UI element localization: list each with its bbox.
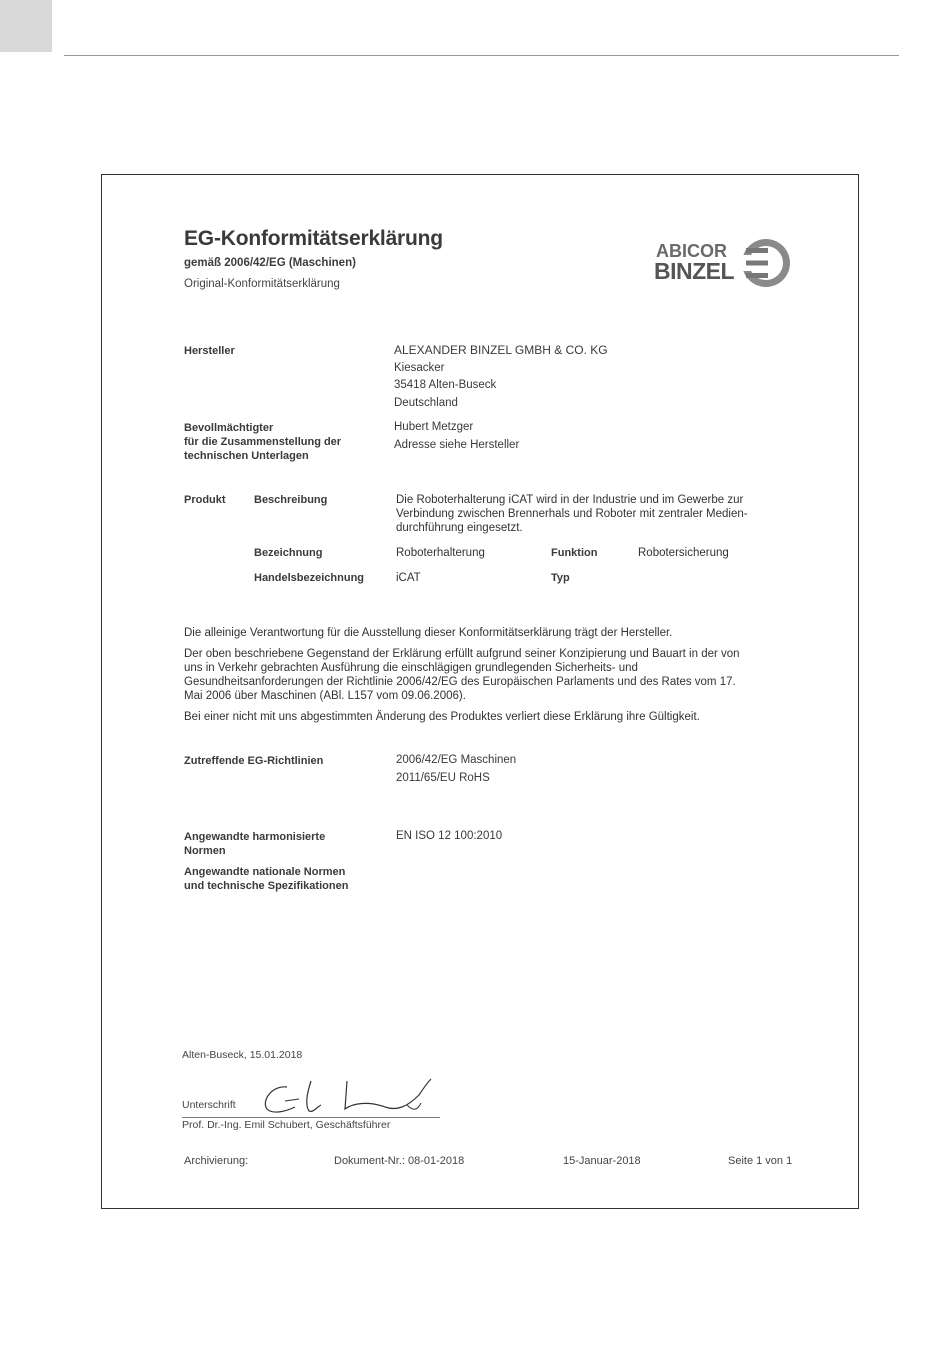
manufacturer-country: Deutschland bbox=[394, 397, 458, 409]
original-note: Original-Konformitätserklärung bbox=[184, 278, 340, 290]
product-label: Produkt bbox=[184, 494, 226, 506]
conformity-paragraph-line-2: uns in Verkehr gebrachten Ausführung die einschlägigen grundlegenden Sicherheits- und bbox=[184, 662, 638, 674]
manufacturer-name: ALEXANDER BINZEL GMBH & CO. KG bbox=[394, 343, 608, 357]
trade-name-label: Handelsbezeichnung bbox=[254, 572, 365, 584]
binzel-logo-icon bbox=[654, 233, 794, 291]
authorized-label-1: Bevollmächtigter bbox=[184, 422, 274, 434]
footer-page-number: Seite 1 von 1 bbox=[728, 1155, 793, 1167]
signature-label: Unterschrift bbox=[182, 1099, 236, 1111]
description-line-1: Die Roboterhalterung iCAT wird in der Industrie und im Gewerbe zur bbox=[396, 494, 744, 506]
footer-document-number: Dokument-Nr.: 08-01-2018 bbox=[334, 1155, 465, 1167]
trade-name-value: iCAT bbox=[396, 572, 421, 584]
designation-value: Roboterhalterung bbox=[396, 547, 485, 559]
description-line-2: Verbindung zwischen Brennerhals und Roboter mit zentraler Medien- bbox=[396, 508, 748, 520]
footer-date: 15-Januar-2018 bbox=[563, 1155, 641, 1167]
harmonized-label-1: Angewandte harmonisierte bbox=[184, 831, 326, 843]
authorized-label-2: für die Zusammenstellung der bbox=[184, 436, 342, 448]
directive-rohs: 2011/65/EU RoHS bbox=[396, 772, 490, 784]
manufacturer-city: 35418 Alten-Buseck bbox=[394, 379, 497, 391]
page-corner-tab bbox=[0, 0, 52, 52]
authorized-label-3: technischen Unterlagen bbox=[184, 450, 309, 462]
logo-text-line2: BINZEL bbox=[654, 258, 735, 284]
logo-text-line1: ABICOR bbox=[656, 241, 727, 261]
responsibility-paragraph: Die alleinige Verantwortung für die Ausstellung dieser Konformitätserklärung trägt der Hersteller. bbox=[184, 627, 673, 639]
signature-line bbox=[182, 1117, 440, 1118]
footer-archive: Archivierung: bbox=[184, 1155, 249, 1167]
harmonized-standard-value: EN ISO 12 100:2010 bbox=[396, 830, 503, 842]
conformity-paragraph-line-3: Gesundheitsanforderungen der Richtlinie 2006/42/EG des Europäischen Parlaments und des Rates vom 17. bbox=[184, 676, 736, 688]
national-label-2: und technische Spezifikationen bbox=[184, 880, 349, 892]
conformity-paragraph-line-4: Mai 2006 über Maschinen (ABl. L157 vom 09.06.2006). bbox=[184, 690, 466, 702]
document-title: EG-Konformitätserklärung bbox=[184, 227, 443, 250]
declaration-document bbox=[101, 174, 859, 1209]
authorized-name: Hubert Metzger bbox=[394, 421, 474, 433]
function-label: Funktion bbox=[551, 547, 598, 559]
place-date: Alten-Buseck, 15.01.2018 bbox=[182, 1049, 303, 1061]
header-rule bbox=[64, 55, 899, 56]
function-value: Robotersicherung bbox=[638, 547, 729, 559]
manufacturer-label: Hersteller bbox=[184, 345, 235, 357]
handwritten-signature bbox=[257, 1077, 437, 1117]
manufacturer-street: Kiesacker bbox=[394, 362, 445, 374]
document-subtitle: gemäß 2006/42/EG (Maschinen) bbox=[184, 257, 356, 269]
signer-name: Prof. Dr.-Ing. Emil Schubert, Geschäftsführer bbox=[182, 1119, 391, 1131]
description-label: Beschreibung bbox=[254, 494, 328, 506]
validity-paragraph: Bei einer nicht mit uns abgestimmten Änderung des Produktes verliert diese Erklärung ihre Gültigkeit. bbox=[184, 711, 700, 723]
harmonized-label-2: Normen bbox=[184, 845, 226, 857]
directives-label: Zutreffende EG-Richtlinien bbox=[184, 755, 324, 767]
directive-machinery: 2006/42/EG Maschinen bbox=[396, 754, 517, 766]
type-label: Typ bbox=[551, 572, 570, 584]
description-line-3: durchführung eingesetzt. bbox=[396, 522, 523, 534]
authorized-address: Adresse siehe Hersteller bbox=[394, 439, 520, 451]
conformity-paragraph-line-1: Der oben beschriebene Gegenstand der Erklärung erfüllt aufgrund seiner Konzipierung und Bauart in der von bbox=[184, 648, 740, 660]
national-label-1: Angewandte nationale Normen bbox=[184, 866, 346, 878]
designation-label: Bezeichnung bbox=[254, 547, 323, 559]
